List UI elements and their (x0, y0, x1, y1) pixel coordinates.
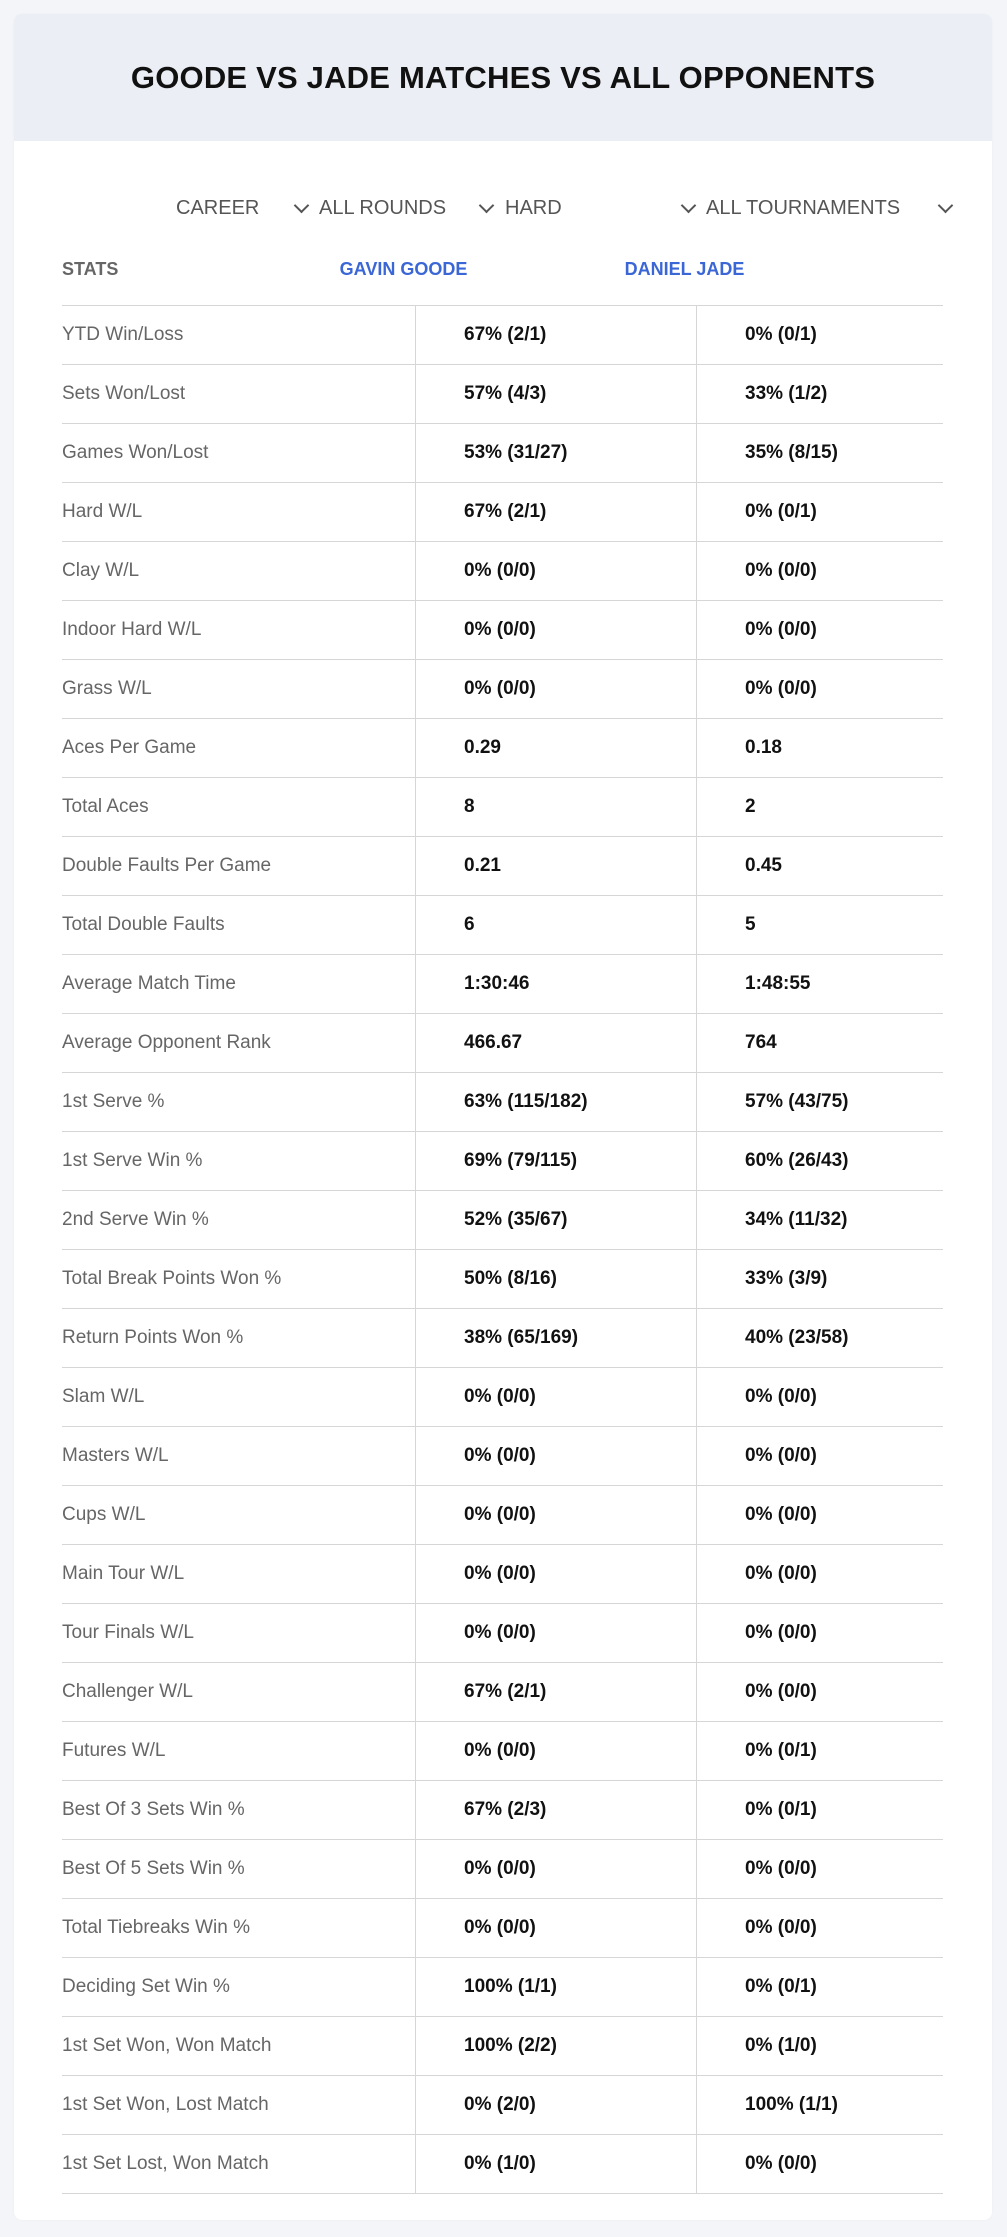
table-row (62, 955, 943, 1014)
table-row (62, 365, 943, 424)
table-row (62, 2017, 943, 2076)
stat-label: 1st Set Lost, Won Match (62, 2153, 269, 2174)
stat-label: Total Double Faults (62, 914, 225, 935)
player2-value: 0% (0/0) (696, 660, 943, 718)
table-row (62, 1781, 943, 1840)
card-header (14, 14, 992, 141)
player2-value: 100% (1/1) (696, 2076, 943, 2134)
stat-label: Cups W/L (62, 1504, 146, 1525)
stat-label: Total Aces (62, 796, 149, 817)
stat-label: 1st Set Won, Won Match (62, 2035, 272, 2056)
stats-table-body (62, 306, 943, 2194)
stat-label: Best Of 3 Sets Win % (62, 1799, 245, 1820)
player2-value: 0% (0/0) (696, 1486, 943, 1544)
stat-label: Futures W/L (62, 1740, 166, 1761)
player2-value: 33% (1/2) (696, 365, 943, 423)
player2-value: 764 (696, 1014, 943, 1072)
player2-value: 0% (0/1) (696, 1781, 943, 1839)
player2-value: 0% (0/0) (696, 1604, 943, 1662)
stat-label: YTD Win/Loss (62, 324, 184, 345)
table-row (62, 1663, 943, 1722)
table-row (62, 896, 943, 955)
period-dropdown-value: CAREER (176, 196, 260, 219)
player2-value: 0% (1/0) (696, 2017, 943, 2075)
chevron-down-icon (294, 197, 310, 213)
stat-label: Grass W/L (62, 678, 152, 699)
player2-value: 0% (0/0) (696, 1545, 943, 1603)
stats-column-header: STATS (62, 259, 119, 279)
table-row (62, 424, 943, 483)
stat-label: Total Break Points Won % (62, 1268, 282, 1289)
player1-value: 53% (31/27) (415, 424, 696, 482)
table-row (62, 719, 943, 778)
stat-label: Hard W/L (62, 501, 143, 522)
stat-label: Sets Won/Lost (62, 383, 186, 404)
player1-value: 0% (0/0) (415, 1545, 696, 1603)
tournaments-dropdown[interactable] (706, 193, 955, 223)
player1-value: 63% (115/182) (415, 1073, 696, 1131)
table-row (62, 1958, 943, 2017)
table-row (62, 1840, 943, 1899)
player1-value: 69% (79/115) (415, 1132, 696, 1190)
stats-card (14, 14, 992, 2220)
chevron-down-icon (479, 197, 495, 213)
player1-value: 466.67 (415, 1014, 696, 1072)
player2-column-header[interactable]: DANIEL JADE (624, 259, 745, 279)
player2-value: 0% (0/1) (696, 306, 943, 364)
stat-label: Average Match Time (62, 973, 236, 994)
player2-value: 33% (3/9) (696, 1250, 943, 1308)
stat-label: Average Opponent Rank (62, 1032, 271, 1053)
surface-dropdown[interactable] (505, 193, 698, 223)
table-row (62, 837, 943, 896)
chevron-down-icon (681, 197, 697, 213)
player2-value: 0% (0/0) (696, 2135, 943, 2193)
table-row (62, 1604, 943, 1663)
page-title: GOODE VS JADE MATCHES VS ALL OPPONENTS (130, 59, 876, 95)
player2-value: 0% (0/0) (696, 601, 943, 659)
stat-label: Indoor Hard W/L (62, 619, 202, 640)
stat-label: Slam W/L (62, 1386, 145, 1407)
stats-table-header (62, 259, 943, 306)
player2-value: 0% (0/0) (696, 1368, 943, 1426)
table-row (62, 1309, 943, 1368)
table-row (62, 660, 943, 719)
player2-value: 5 (696, 896, 943, 954)
player2-value: 34% (11/32) (696, 1191, 943, 1249)
player1-value: 0% (0/0) (415, 601, 696, 659)
stat-label: Deciding Set Win % (62, 1976, 230, 1997)
stat-label: Tour Finals W/L (62, 1622, 194, 1643)
table-row (62, 2076, 943, 2135)
stat-label: Masters W/L (62, 1445, 169, 1466)
player1-value: 1:30:46 (415, 955, 696, 1013)
player2-value: 0% (0/0) (696, 1899, 943, 1957)
rounds-dropdown-value: ALL ROUNDS (319, 196, 447, 219)
player2-value: 0.45 (696, 837, 943, 895)
table-row (62, 1427, 943, 1486)
chevron-down-icon (938, 197, 954, 213)
player1-value: 67% (2/1) (415, 1663, 696, 1721)
table-row (62, 542, 943, 601)
player2-value: 40% (23/58) (696, 1309, 943, 1367)
table-row (62, 2135, 943, 2194)
filter-bar (14, 141, 992, 259)
player1-value: 38% (65/169) (415, 1309, 696, 1367)
table-row (62, 1191, 943, 1250)
player1-value: 0% (1/0) (415, 2135, 696, 2193)
player2-value: 0% (0/1) (696, 1958, 943, 2016)
player1-value: 0.21 (415, 837, 696, 895)
player1-value: 0% (0/0) (415, 1368, 696, 1426)
stat-label: Total Tiebreaks Win % (62, 1917, 250, 1938)
player1-value: 67% (2/1) (415, 483, 696, 541)
stat-label: 1st Serve Win % (62, 1150, 203, 1171)
player2-value: 0.18 (696, 719, 943, 777)
table-row (62, 1073, 943, 1132)
player1-value: 0% (0/0) (415, 1427, 696, 1485)
player1-value: 0% (0/0) (415, 542, 696, 600)
rounds-dropdown[interactable] (319, 193, 496, 223)
surface-dropdown-value: HARD (505, 196, 562, 219)
player1-value: 0% (2/0) (415, 2076, 696, 2134)
period-dropdown[interactable] (176, 193, 311, 223)
stat-label: Challenger W/L (62, 1681, 193, 1702)
player1-value: 57% (4/3) (415, 365, 696, 423)
tournaments-dropdown-value: ALL TOURNAMENTS (706, 196, 901, 219)
player1-value: 6 (415, 896, 696, 954)
player1-value: 100% (1/1) (415, 1958, 696, 2016)
table-row (62, 1250, 943, 1309)
table-row (62, 1899, 943, 1958)
player2-value: 0% (0/0) (696, 542, 943, 600)
stat-label: Best Of 5 Sets Win % (62, 1858, 245, 1879)
player1-value: 0.29 (415, 719, 696, 777)
player2-value: 0% (0/0) (696, 1663, 943, 1721)
table-row (62, 306, 943, 365)
stat-label: Aces Per Game (62, 737, 197, 758)
player2-value: 0% (0/1) (696, 483, 943, 541)
player1-value: 67% (2/1) (415, 306, 696, 364)
player1-value: 8 (415, 778, 696, 836)
table-row (62, 601, 943, 660)
player2-value: 57% (43/75) (696, 1073, 943, 1131)
player1-value: 100% (2/2) (415, 2017, 696, 2075)
player1-value: 0% (0/0) (415, 1722, 696, 1780)
stat-label: Games Won/Lost (62, 442, 209, 463)
player2-value: 35% (8/15) (696, 424, 943, 482)
player2-value: 1:48:55 (696, 955, 943, 1013)
stat-label: 2nd Serve Win % (62, 1209, 209, 1230)
table-row (62, 1722, 943, 1781)
table-row (62, 1545, 943, 1604)
table-row (62, 1486, 943, 1545)
player1-value: 0% (0/0) (415, 1486, 696, 1544)
stat-label: 1st Set Won, Lost Match (62, 2094, 269, 2115)
player2-value: 2 (696, 778, 943, 836)
player2-value: 60% (26/43) (696, 1132, 943, 1190)
stat-label: 1st Serve % (62, 1091, 165, 1112)
table-row (62, 1132, 943, 1191)
player1-column-header[interactable]: GAVIN GOODE (339, 259, 468, 279)
player1-value: 0% (0/0) (415, 1899, 696, 1957)
player1-value: 50% (8/16) (415, 1250, 696, 1308)
player2-value: 0% (0/1) (696, 1722, 943, 1780)
player1-value: 0% (0/0) (415, 660, 696, 718)
player2-value: 0% (0/0) (696, 1840, 943, 1898)
player1-value: 52% (35/67) (415, 1191, 696, 1249)
stat-label: Return Points Won % (62, 1327, 244, 1348)
player2-value: 0% (0/0) (696, 1427, 943, 1485)
stat-label: Main Tour W/L (62, 1563, 185, 1584)
table-row (62, 778, 943, 837)
player1-value: 0% (0/0) (415, 1840, 696, 1898)
table-row (62, 1368, 943, 1427)
table-row (62, 1014, 943, 1073)
stat-label: Clay W/L (62, 560, 140, 581)
player1-value: 0% (0/0) (415, 1604, 696, 1662)
player1-value: 67% (2/3) (415, 1781, 696, 1839)
table-row (62, 483, 943, 542)
stat-label: Double Faults Per Game (62, 855, 272, 876)
